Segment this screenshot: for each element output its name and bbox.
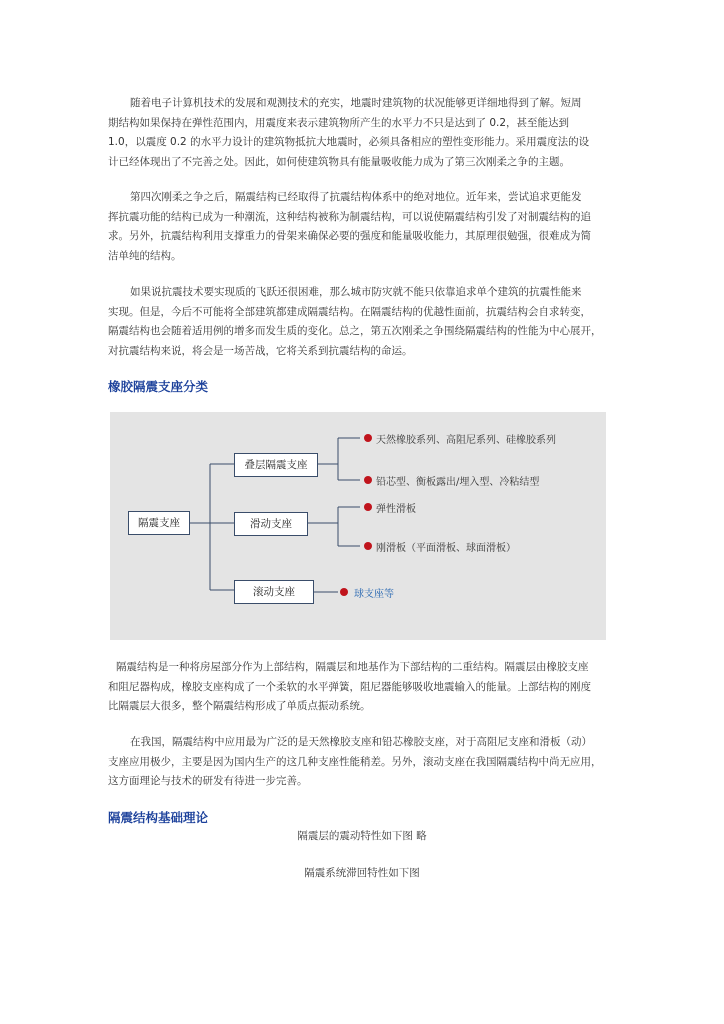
text-line: 求。另外，抗震结构利用支撑重力的骨架来确保必要的强度和能量吸收能力，其原理很勉强，很难成为简 <box>108 230 591 242</box>
figure-caption: 隔震层的震动特性如下图 略 <box>297 830 427 842</box>
root-box: 隔震支座 <box>128 511 190 535</box>
text-line: 比隔震层大很多，整个隔震结构形成了单质点振动系统。 <box>108 700 371 712</box>
text-line: 隔震结构是一种将房屋部分作为上部结构，隔震层和地基作为下部结构的二重结构。隔震层由橡胶支座 <box>116 661 589 673</box>
text-line: 挥抗震功能的结构已成为一种潮流，这种结构被称为制震结构，可以说使隔震结构引发了对制震结构的追 <box>108 210 591 223</box>
bullet-dot <box>364 476 372 484</box>
text-line: 第四次刚柔之争之后，隔震结构已经取得了抗震结构体系中的绝对地位。近年来，尝试追求更能发 <box>130 191 582 203</box>
text-line: 1.0，以震度 0.2 的水平力设计的建筑物抵抗大地震时，必须具备相应的塑性变形能力。采用震度法的设 <box>108 136 590 148</box>
figure-caption: 隔震系统滞回特性如下图 <box>304 867 420 879</box>
text-line: 期结构如果保持在弹性范围内，用震度来表示建筑物所产生的水平力不只是达到了 0.2，甚至能达到 <box>108 116 570 129</box>
paragraph-3 <box>108 283 618 361</box>
text-line: 实现。但是，今后不可能将全部建筑都建成隔震结构。在隔震结构的优越性面前，抗震结构会自求转变， <box>108 305 591 318</box>
section-heading: 隔震结构基础理论 <box>108 810 209 825</box>
bullet-dot <box>364 434 372 442</box>
text-line: 隔震结构也会随着适用例的增多而发生质的变化。总之，第五次刚柔之争围绕隔震结构的性能为中心展开， <box>108 325 602 337</box>
leaf-rubber-series: 天然橡胶系列、高阻尼系列、硅橡胶系列 <box>376 435 556 446</box>
text-line: 洁单纯的结构。 <box>108 249 182 262</box>
bullet-dot <box>364 542 372 550</box>
text-line: 在我国，隔震结构中应用最为广泛的是天然橡胶支座和铅芯橡胶支座，对于高阻尼支座和滑板（动） <box>130 736 592 748</box>
text-line: 支座应用极少，主要是因为国内生产的这几种支座性能稍差。另外，滚动支座在我国隔震结构中尚无应用， <box>108 755 602 768</box>
paragraph-5 <box>108 733 618 792</box>
leaf-elastic-slide: 弹性滑板 <box>376 504 416 515</box>
classification-diagram <box>110 412 606 640</box>
paragraph-4 <box>108 658 618 717</box>
leaf-ball-bearing: 球支座等 <box>354 589 394 600</box>
text-line: 计已经体现出了不完善之处。因此，如何使建筑物具有能量吸收能力成为了第三次刚柔之争的主题。 <box>108 155 570 168</box>
bullet-dot <box>340 588 348 596</box>
node-laminated-bearing: 叠层隔震支座 <box>234 453 318 477</box>
bullet-dot <box>364 503 372 511</box>
text-line: 和阻尼器构成，橡胶支座构成了一个柔软的水平弹簧，阻尼器能够吸收地震输入的能量。上部结构的刚度 <box>108 680 591 693</box>
node-sliding-bearing: 滑动支座 <box>234 512 308 536</box>
leaf-rigid-slide: 刚滑板（平面滑板、球面滑板） <box>376 543 516 554</box>
paragraph-2 <box>108 188 618 266</box>
text-line: 这方面理论与技术的研发有待进一步完善。 <box>108 775 308 787</box>
leaf-lead-core-types: 铅芯型、衡板露出/埋入型、冷粘结型 <box>376 477 540 488</box>
section-heading: 橡胶隔震支座分类 <box>108 379 209 394</box>
paragraph-1 <box>108 94 618 172</box>
node-rolling-bearing: 滚动支座 <box>234 580 314 604</box>
text-line: 对抗震结构来说，将会是一场苦战，它将关系到抗震结构的命运。 <box>108 344 413 357</box>
text-line: 随着电子计算机技术的发展和观测技术的充实，地震时建筑物的状况能够更详细地得到了解。短周 <box>130 97 582 109</box>
text-line: 如果说抗震技术要实现质的飞跃还很困难，那么城市防灾就不能只依靠追求单个建筑的抗震性能来 <box>130 286 582 298</box>
